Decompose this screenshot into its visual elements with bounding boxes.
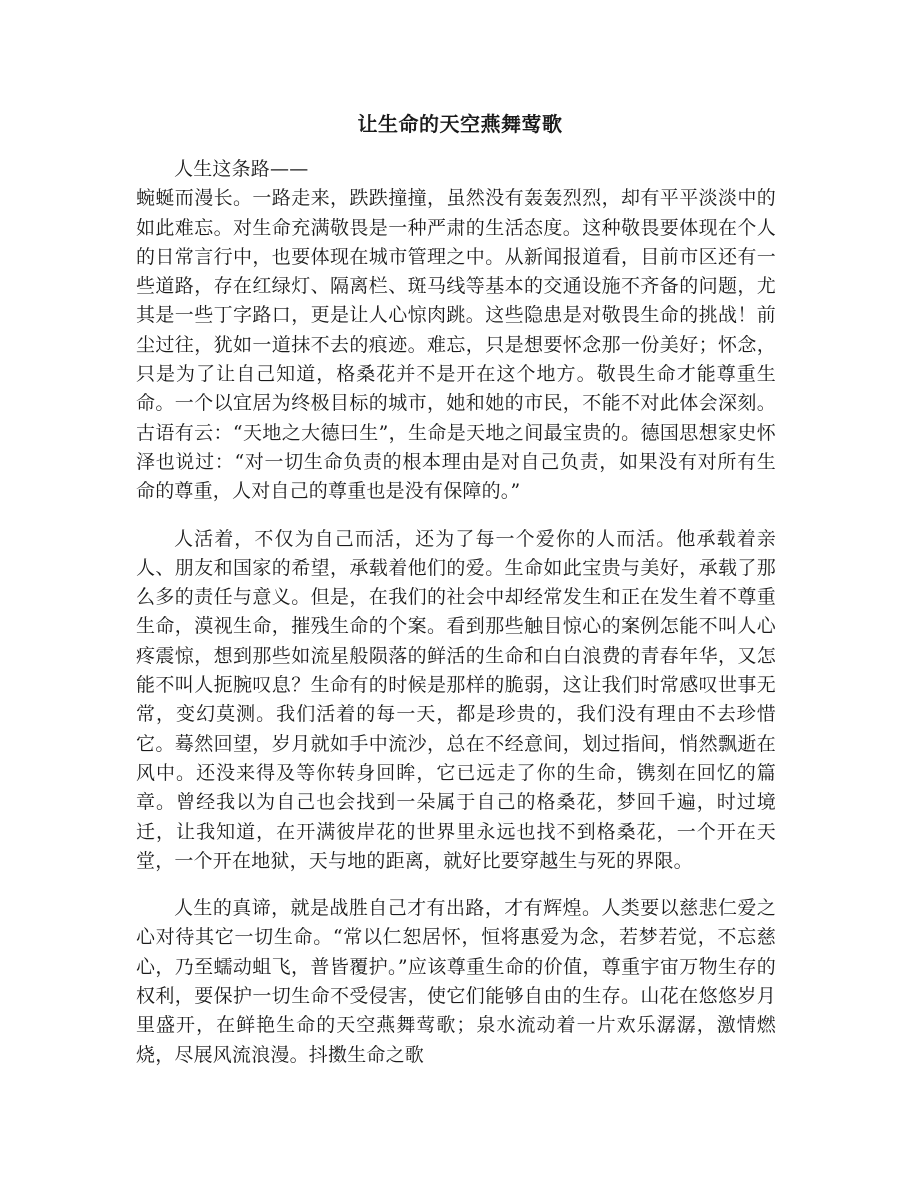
paragraph-1-text: 蜿蜒而漫长。一路走来，跌跌撞撞，虽然没有轰轰烈烈，却有平平淡淡中的如此难忘。对生命充满敬畏是一种严肃的生活态度。这种敬畏要体现在个人的日常言行中，也要体现在城市管理之中。从新闻报道看，目前市区还有一些道路，存在红绿灯、隔离栏、斑马线等基本的交通设施不齐备的问题，尤其是一些丁字路口，更是让人心惊肉跳。这些隐患是对敬畏生命的挑战！前尘过往，犹如一道抹不去的痕迹。难忘，只是想要怀念那一份美好；怀念，只是为了让自己知道，格桑花并不是开在这个地方。敬畏生命才能尊重生命。一个以宜居为终极目标的城市，她和她的市民，不能不对此体会深刻。古语有云：“天地之大德曰生”，生命是天地之间最宝贵的。德国思想家史怀泽也说过：“对一切生命负责的根本理由是对自己负责，如果没有对所有生命的尊重，人对自己的尊重也是没有保障的。”: [136, 187, 776, 503]
document-body: [136, 155, 776, 1088]
document-title: 让生命的天空燕舞莺歌: [357, 112, 563, 136]
paragraph-3: 人生的真谛，就是战胜自己才有出路，才有辉煌。人类要以慈悲仁爱之心对待其它一切生命。“常以仁恕居怀，恒将惠爱为念，若梦若觉，不忘慈心，乃至蠕动蛆飞，普皆覆护。”应该尊重生命的价值，尊重宇宙万物生存的权利，要保护一切生命不受侵害，使它们能够自由的生存。山花在悠悠岁月里盛开，在鲜艳生命的天空燕舞莺歌；泉水流动着一片欢乐潺潺，激情燃烧，尽展风流浪漫。抖擞生命之歌: [136, 897, 776, 1066]
intro-line: 人生这条路——: [174, 158, 309, 180]
paragraph-1: [136, 155, 776, 507]
paragraph-2: 人活着，不仅为自己而活，还为了每一个爱你的人而活。他承载着亲人、朋友和国家的希望，承载着他们的爱。生命如此宝贵与美好，承载了那么多的责任与意义。但是，在我们的社会中却经常发生和正在发生着不尊重生命，漠视生命，摧残生命的个案。看到那些触目惊心的案例怎能不叫人心疼震惊，想到那些如流星般陨落的鲜活的生命和白白浪费的青春年华，又怎能不叫人扼腕叹息？生命有的时候是那样的脆弱，这让我们时常感叹世事无常，变幻莫测。我们活着的每一天，都是珍贵的，我们没有理由不去珍惜它。蓦然回望，岁月就如手中流沙，总在不经意间，划过指间，悄然飘逝在风中。还没来得及等你转身回眸，它已远走了你的生命，镌刻在回忆的篇章。曾经我以为自己也会找到一朵属于自己的格桑花，梦回千遍，时过境迁，让我知道，在开满彼岸花的世界里永远也找不到格桑花，一个开在天堂，一个开在地狱，天与地的距离，就好比要穿越生与死的界限。: [136, 527, 776, 872]
